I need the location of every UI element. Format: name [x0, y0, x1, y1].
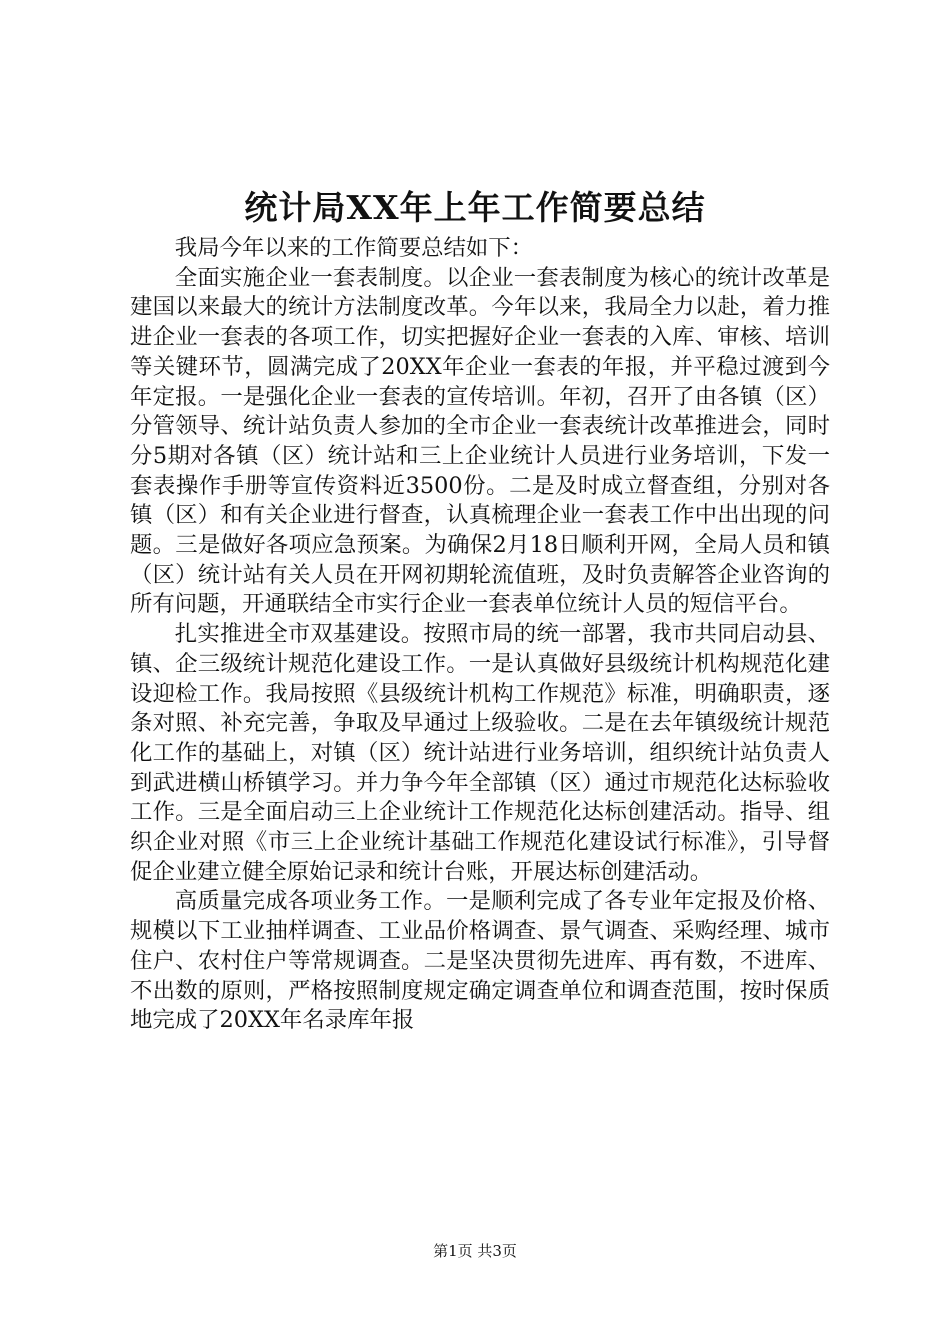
paragraph-enterprise-survey: 全面实施企业一套表制度。以企业一套表制度为核心的统计改革是建国以来最大的统计方法制度改革。今年以来，我局全力以赴，着力推进企业一套表的各项工作，切实把握好企业一套表的入库、审核、培训等关键环节，圆满完成了20XX年企业一套表的年报，并平稳过渡到今年定报。一是强化企业一套表的宣传培训。年初，召开了由各镇（区）分管领导、统计站负责人参加的全市企业一套表统计改革推进会，同时分5期对各镇（区）统计站和三上企业统计人员进行业务培训，下发一套表操作手册等宣传资料近3500份。二是及时成立督查组，分别对各镇（区）和有关企业进行督查，认真梳理企业一套表工作中出出现的问题。三是做好各项应急预案。为确保2月18日顺利开网，全局人员和镇（区）统计站有关人员在开网初期轮流值班，及时负责解答企业咨询的所有问题，开通联结全市实行企业一套表单位统计人员的短信平台。 — [130, 264, 830, 618]
paragraph-business-work: 高质量完成各项业务工作。一是顺利完成了各专业年定报及价格、规模以下工业抽样调查、工业品价格调查、景气调查、采购经理、城市住户、农村住户等常规调查。二是坚决贯彻先进库、再有数，不进库、不出数的原则，严格按照制度规定确定调查单位和调查范围，按时保质地完成了20XX年名录库年报 — [130, 888, 830, 1034]
document-title: 统计局XX年上年工作简要总结 — [244, 188, 706, 227]
paragraph-intro: 我局今年以来的工作简要总结如下： — [174, 235, 534, 261]
document-body — [130, 234, 830, 1036]
paragraph-dual-foundation: 扎实推进全市双基建设。按照市局的统一部署，我市共同启动县、镇、企三级统计规范化建设工作。一是认真做好县级统计机构规范化建设迎检工作。我局按照《县级统计机构工作规范》标准，明确职责，逐条对照、补充完善，争取及早通过上级验收。二是在去年镇级统计规范化工作的基础上，对镇（区）统计站进行业务培训，组织统计站负责人到武进横山桥镇学习。并力争今年全部镇（区）通过市规范化达标验收工作。三是全面启动三上企业统计工作规范化达标创建活动。指导、组织企业对照《市三上企业统计基础工作规范化建设试行标准》，引导督促企业建立健全原始记录和统计台账，开展达标创建活动。 — [130, 621, 830, 885]
page-footer: 第1页 共3页 — [433, 1242, 517, 1260]
